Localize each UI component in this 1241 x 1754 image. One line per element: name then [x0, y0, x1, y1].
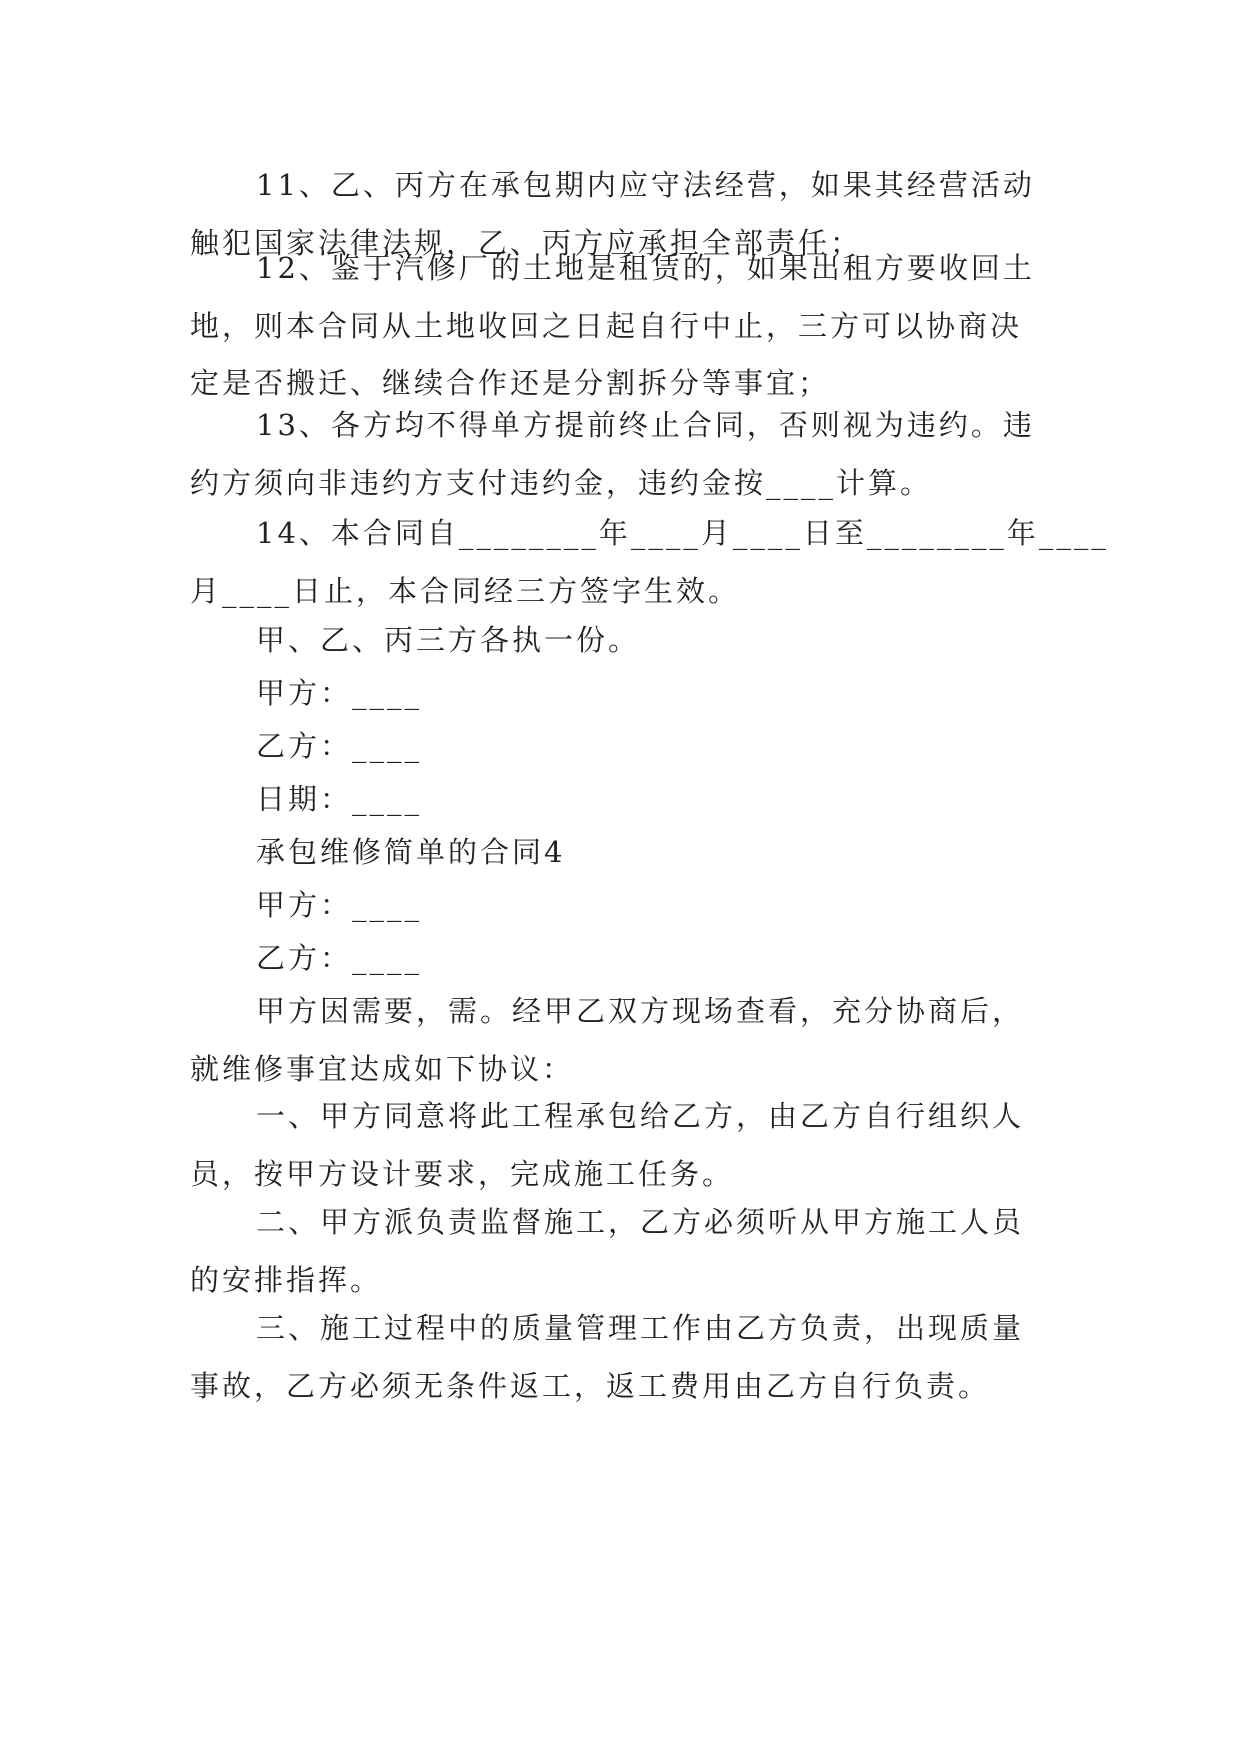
text-line: 12、鉴于汽修厂的土地是租赁的，如果出租方要收回土	[256, 251, 1035, 285]
text-line: 一、甲方同意将此工程承包给乙方，由乙方自行组织人	[256, 1099, 1025, 1133]
party-a-field	[190, 877, 1090, 935]
preamble	[190, 983, 1090, 1098]
party-b-signature	[190, 718, 1090, 776]
text-line: 11、乙、丙方在承包期内应守法经营，如果其经营活动	[256, 168, 1035, 202]
text-line: 地，则本合同从土地收回之日起自行中止，三方可以协商决	[190, 308, 1023, 343]
text-line: 甲方：____	[256, 888, 423, 922]
text-line: 约方须向非违约方支付违约金，违约金按____计算。	[190, 465, 933, 500]
party-b-field	[190, 930, 1090, 988]
article-1	[190, 1088, 1090, 1203]
text-line: 日期：____	[256, 782, 423, 816]
text-line: 月____日止，本合同经三方签字生效。	[190, 573, 741, 608]
clause-13	[190, 397, 1090, 512]
clause-12	[190, 240, 1090, 413]
text-line: 二、甲方派负责监督施工，乙方必须听从甲方施工人员	[256, 1205, 1025, 1239]
text-line: 三、施工过程中的质量管理工作由乙方负责，出现质量	[256, 1311, 1025, 1345]
text-line: 甲方：____	[256, 676, 423, 710]
section-heading	[190, 824, 1090, 882]
copies-note	[190, 612, 1090, 670]
text-line: 员，按甲方设计要求，完成施工任务。	[190, 1156, 735, 1191]
text-line: 的安排指挥。	[190, 1262, 383, 1297]
article-3	[190, 1300, 1090, 1415]
text-line: 乙方：____	[256, 941, 423, 975]
text-line: 甲、乙、丙三方各执一份。	[256, 623, 641, 657]
text-line: 甲方因需要，需。经甲乙双方现场查看，充分协商后，	[256, 994, 1025, 1028]
clause-14	[190, 505, 1109, 620]
text-line: 承包维修简单的合同4	[256, 835, 566, 869]
party-a-signature	[190, 665, 1090, 723]
article-2	[190, 1194, 1090, 1309]
text-line: 触犯国家法律法规，乙、丙方应承担全部责任；	[190, 225, 863, 260]
text-line: 就维修事宜达成如下协议：	[190, 1051, 575, 1086]
text-line: 定是否搬迁、继续合作还是分割拆分等事宜；	[190, 366, 831, 400]
text-line: 乙方：____	[256, 729, 423, 763]
text-line: 13、各方均不得单方提前终止合同，否则视为违约。违	[256, 408, 1035, 442]
text-line: 事故，乙方必须无条件返工，返工费用由乙方自行负责。	[190, 1368, 991, 1403]
text-line: 14、本合同自________年____月____日至________年____	[256, 516, 1109, 550]
date-field	[190, 771, 1090, 829]
